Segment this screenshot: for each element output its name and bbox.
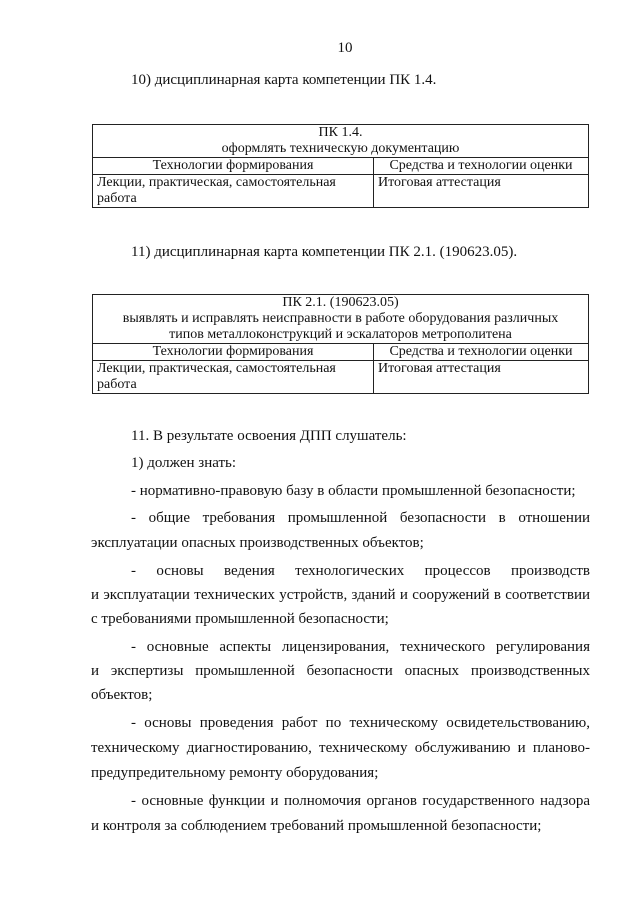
- assessment-value: Итоговая аттестация: [374, 175, 589, 208]
- column-header-assessment: Средства и технологии оценки: [374, 344, 589, 361]
- assessment-value: Итоговая аттестация: [374, 361, 589, 394]
- section-heading-pk-2-1: 11) дисциплинарная карта компетенции ПК 2.1. (190623.05).: [131, 244, 518, 260]
- knowledge-item-line: - основные функции и полномочия органов государственного надзора: [131, 793, 590, 809]
- knowledge-item-line: объектов;: [91, 687, 153, 703]
- competency-table-pk-2-1: [92, 294, 589, 394]
- knowledge-item-line: - основы проведения работ по техническому освидетельствованию,: [131, 715, 590, 731]
- technologies-value-line: Лекции, практическая, самостоятельная: [97, 361, 336, 376]
- technologies-value: [93, 361, 374, 394]
- knowledge-item-line: с требованиями промышленной безопасности;: [91, 611, 389, 627]
- technologies-value: [93, 175, 374, 208]
- section-heading-pk-1-4: 10) дисциплинарная карта компетенции ПК 1.4.: [131, 72, 437, 88]
- competency-table-pk-1-4: [92, 124, 589, 208]
- results-intro: 11. В результате освоения ДПП слушатель:: [131, 428, 407, 444]
- technologies-value-line: работа: [97, 191, 137, 206]
- knowledge-item-line: эксплуатации опасных производственных объектов;: [91, 535, 424, 551]
- knowledge-item-line: и эксплуатации технических устройств, зданий и сооружений в соответствии: [91, 587, 590, 603]
- column-header-technologies: Технологии формирования: [93, 158, 374, 175]
- competency-description-line: выявлять и исправлять неисправности в работе оборудования различных: [122, 311, 559, 326]
- column-header-assessment: Средства и технологии оценки: [374, 158, 589, 175]
- technologies-value-line: работа: [97, 377, 137, 392]
- knowledge-item-line: - общие требования промышленной безопасности в отношении: [131, 510, 590, 526]
- technologies-value-line: Лекции, практическая, самостоятельная: [97, 175, 336, 190]
- competency-title-cell: [93, 125, 589, 158]
- knowledge-item-line: предупредительному ремонту оборудования;: [91, 765, 379, 781]
- knowledge-item-line: - основные аспекты лицензирования, технического регулирования: [131, 639, 590, 655]
- knowledge-item-line: техническому диагностированию, техническому обслуживанию и планово-: [91, 740, 590, 756]
- competency-description-line: типов металлоконструкций и эскалаторов метрополитена: [169, 327, 512, 342]
- column-header-technologies: Технологии формирования: [93, 344, 374, 361]
- competency-code: ПК 2.1. (190623.05): [282, 295, 399, 310]
- knowledge-item-line: - нормативно-правовую базу в области промышленной безопасности;: [131, 483, 576, 499]
- knowledge-item-line: и экспертизы промышленной безопасности опасных производственных: [91, 663, 590, 679]
- page-number: 10: [337, 40, 353, 56]
- competency-title-cell: [93, 295, 589, 344]
- competency-code: ПК 1.4.: [318, 125, 363, 140]
- knowledge-item-line: и контроля за соблюдением требований промышленной безопасности;: [91, 818, 542, 834]
- knowledge-item-line: - основы ведения технологических процессов производств: [131, 563, 590, 579]
- competency-description: оформлять техническую документацию: [221, 141, 460, 156]
- must-know-label: 1) должен знать:: [131, 455, 237, 471]
